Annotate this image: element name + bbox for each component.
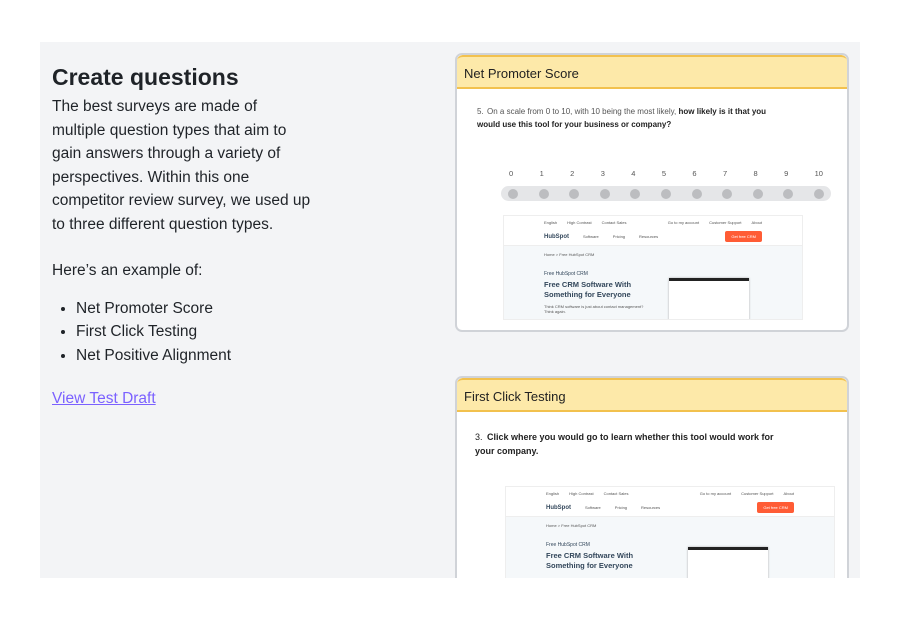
site-text: Home > Free HubSpot CRM bbox=[546, 523, 597, 528]
hubspot-logo: HubSpot bbox=[546, 504, 571, 511]
scale-option-1[interactable] bbox=[539, 189, 549, 199]
card-header: First Click Testing bbox=[457, 378, 847, 412]
example-intro: Here’s an example of: bbox=[52, 262, 203, 279]
site-text: Customer Support bbox=[709, 219, 742, 225]
scale-label: 9 bbox=[784, 169, 789, 178]
site-headline: Free CRM Software With Something for Everyone bbox=[544, 280, 632, 299]
scale-label: 4 bbox=[631, 169, 636, 178]
view-test-draft-link[interactable]: View Test Draft bbox=[52, 390, 156, 407]
site-text: High Contrast bbox=[569, 490, 594, 496]
site-cta: Get free CRM bbox=[757, 502, 794, 513]
list-item: • First Click Testing bbox=[76, 320, 312, 344]
hubspot-logo: HubSpot bbox=[544, 233, 569, 240]
question-number: 3. bbox=[475, 432, 483, 442]
question-type-list bbox=[76, 297, 312, 368]
scale-label: 2 bbox=[570, 169, 575, 178]
product-image bbox=[669, 278, 749, 320]
scale-option-5[interactable] bbox=[661, 189, 671, 199]
list-item: • Net Positive Alignment bbox=[76, 344, 312, 368]
nps-scale bbox=[501, 169, 831, 201]
site-text: Contact Sales bbox=[601, 219, 627, 225]
site-text: English bbox=[546, 490, 560, 496]
site-text: About bbox=[751, 219, 762, 225]
scale-label: 8 bbox=[753, 169, 758, 178]
site-text: Go to my account bbox=[667, 219, 700, 225]
question-bold: Click where you would go to learn whether this tool would work for your company. bbox=[475, 432, 774, 456]
question-text bbox=[477, 105, 777, 131]
scale-option-3[interactable] bbox=[600, 189, 610, 199]
list-item: • Net Promoter Score bbox=[76, 297, 312, 321]
nps-card bbox=[455, 53, 849, 332]
content-panel bbox=[40, 42, 860, 578]
site-text: Go to my account bbox=[699, 490, 732, 496]
scale-option-4[interactable] bbox=[630, 189, 640, 199]
site-text: Pricing bbox=[614, 505, 628, 510]
scale-option-7[interactable] bbox=[722, 189, 732, 199]
first-click-card bbox=[455, 376, 849, 578]
site-cta: Get free CRM bbox=[725, 231, 762, 242]
scale-option-6[interactable] bbox=[692, 189, 702, 199]
scale-label: 5 bbox=[661, 169, 666, 178]
site-text: Software bbox=[583, 234, 599, 239]
section-body: The best surveys are made of multiple question types that aim to gain answers through a variety of perspectives. Within this one competitor review survey, we used up to three different question types. bbox=[52, 98, 311, 233]
site-text: Resources bbox=[641, 505, 661, 510]
site-text: Pricing bbox=[612, 234, 626, 239]
site-text: Free HubSpot CRM bbox=[546, 542, 590, 548]
site-text: Contact Sales bbox=[603, 490, 629, 496]
site-text: Home > Free HubSpot CRM bbox=[544, 252, 595, 257]
scale-option-2[interactable] bbox=[569, 189, 579, 199]
site-headline: Free CRM Software With Something for Everyone bbox=[546, 551, 634, 570]
site-text: About bbox=[783, 490, 794, 496]
scale-label: 6 bbox=[692, 169, 697, 178]
site-text: Resources bbox=[639, 234, 659, 239]
question-text bbox=[475, 430, 785, 458]
scale-label: 0 bbox=[509, 169, 514, 178]
site-text: Software bbox=[585, 505, 601, 510]
question-number: 5. bbox=[477, 107, 484, 116]
intro-section bbox=[52, 64, 312, 408]
site-text: English bbox=[544, 219, 558, 225]
site-text: High Contrast bbox=[567, 219, 592, 225]
question-plain: On a scale from 0 to 10, with 10 being the most likely, bbox=[487, 107, 679, 116]
website-screenshot[interactable] bbox=[505, 486, 835, 578]
card-header: Net Promoter Score bbox=[457, 55, 847, 89]
product-image bbox=[688, 547, 768, 578]
scale-label: 1 bbox=[539, 169, 544, 178]
scale-option-0[interactable] bbox=[508, 189, 518, 199]
scale-label: 7 bbox=[722, 169, 728, 178]
scale-label: 3 bbox=[600, 169, 605, 178]
section-title: Create questions bbox=[52, 64, 239, 90]
scale-option-10[interactable] bbox=[814, 189, 824, 199]
website-screenshot bbox=[503, 215, 803, 320]
scale-option-8[interactable] bbox=[753, 189, 763, 199]
scale-option-9[interactable] bbox=[783, 189, 793, 199]
site-text: Free HubSpot CRM bbox=[544, 271, 588, 277]
question-bold: how likely is it that you would use this tool for your business or company? bbox=[477, 107, 767, 129]
site-text: Customer Support bbox=[741, 490, 774, 496]
scale-label: 10 bbox=[814, 169, 823, 178]
site-text: Think CRM software is just about contact management? Think again. bbox=[544, 304, 644, 314]
